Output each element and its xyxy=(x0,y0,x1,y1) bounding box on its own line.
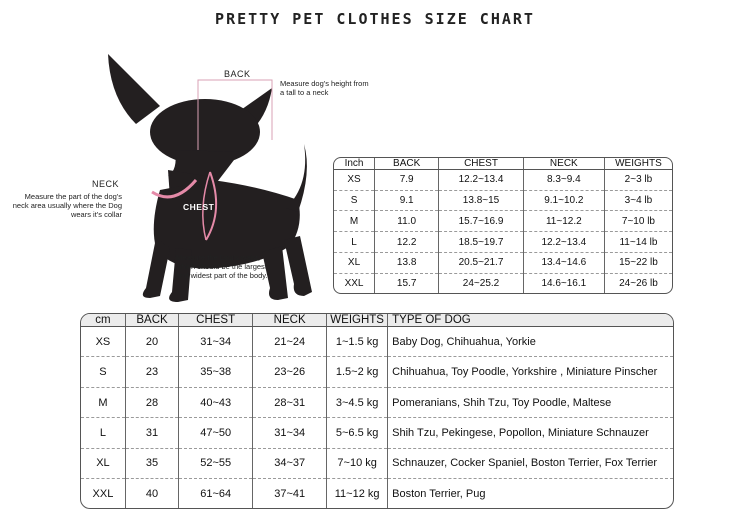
table-row xyxy=(81,387,673,417)
chest-cell: 52~55 xyxy=(179,448,253,478)
neck-cell: 31~34 xyxy=(253,418,327,448)
column-header: WEIGHTS xyxy=(327,314,388,327)
size-cell: M xyxy=(81,387,125,417)
table-row xyxy=(334,273,672,293)
dog-type-cell: Chihuahua, Toy Poodle, Yorkshire , Miniature Pinscher xyxy=(388,357,673,387)
back-cell: 28 xyxy=(125,387,178,417)
weight-cell: 1~1.5 kg xyxy=(327,327,388,357)
column-header: CHEST xyxy=(439,158,524,170)
neck-cell: 11~12.2 xyxy=(523,211,604,232)
table-row xyxy=(334,211,672,232)
table-row xyxy=(81,357,673,387)
size-cell: L xyxy=(334,232,375,253)
size-cell: XL xyxy=(81,448,125,478)
table-row xyxy=(81,479,673,508)
back-cell: 7.9 xyxy=(375,170,439,191)
size-cell: XS xyxy=(81,327,125,357)
back-cell: 9.1 xyxy=(375,190,439,211)
weight-cell: 7~10 lb xyxy=(604,211,672,232)
neck-cell: 23~26 xyxy=(253,357,327,387)
weight-cell: 24~26 lb xyxy=(619,277,658,289)
chest-measure-note: Measure the Dog's waist, which should be the largest and widest part of the body. xyxy=(176,253,268,280)
size-cell: L xyxy=(81,418,125,448)
chest-cell: 31~34 xyxy=(179,327,253,357)
column-header: WEIGHTS xyxy=(604,158,672,170)
column-header: BACK xyxy=(125,314,178,327)
chest-cell: 20.5~21.7 xyxy=(439,252,524,273)
back-cell: 35 xyxy=(125,448,178,478)
dog-type-cell: Baby Dog, Chihuahua, Yorkie xyxy=(388,327,673,357)
back-label: BACK xyxy=(224,69,251,79)
chest-cell: 35~38 xyxy=(179,357,253,387)
inch-size-table xyxy=(333,157,673,294)
back-cell: 13.8 xyxy=(375,252,439,273)
neck-measure-note: Measure the part of the dog's neck area usually where the Dog wears it's collar xyxy=(12,192,122,219)
chest-cell: 18.5~19.7 xyxy=(439,232,524,253)
neck-label: NECK xyxy=(92,179,120,189)
table-row xyxy=(81,418,673,448)
back-cell: 15.7 xyxy=(375,273,439,293)
weight-cell: 1.5~2 kg xyxy=(327,357,388,387)
chest-cell: 13.8~15 xyxy=(439,190,524,211)
table-row xyxy=(334,232,672,253)
chest-cell: 12.2~13.4 xyxy=(439,170,524,191)
neck-cell: 28~31 xyxy=(253,387,327,417)
page-title: PRETTY PET CLOTHES SIZE CHART xyxy=(215,10,535,28)
neck-cell: 21~24 xyxy=(253,327,327,357)
table-row xyxy=(334,190,672,211)
size-cell: M xyxy=(334,211,375,232)
dog-type-cell: Pomeranians, Shih Tzu, Toy Poodle, Maltese xyxy=(388,387,673,417)
neck-cell: 14.6~16.1 xyxy=(523,273,604,293)
neck-cell: 13.4~14.6 xyxy=(523,252,604,273)
weight-cell: 2~3 lb xyxy=(604,170,672,191)
chest-cell: 61~64 xyxy=(179,479,253,508)
size-cell: XS xyxy=(334,170,375,191)
column-header: BACK xyxy=(375,158,439,170)
cm-table-header-row xyxy=(81,314,673,327)
column-header: TYPE OF DOG xyxy=(388,314,673,327)
dog-type-cell: Shih Tzu, Pekingese, Popollon, Miniature Schnauzer xyxy=(388,418,673,448)
weight-cell: 3~4.5 kg xyxy=(327,387,388,417)
dog-type-cell: Schnauzer, Cocker Spaniel, Boston Terrier, Fox Terrier xyxy=(388,448,673,478)
column-header: cm xyxy=(81,314,125,327)
chest-cell: 24~25.2 xyxy=(439,273,524,293)
neck-cell: 9.1~10.2 xyxy=(523,190,604,211)
column-header: CHEST xyxy=(179,314,253,327)
weight-cell: 7~10 kg xyxy=(327,448,388,478)
back-cell: 31 xyxy=(125,418,178,448)
size-cell: XXL xyxy=(81,479,125,508)
weight-cell: 11~14 lb xyxy=(604,232,672,253)
neck-cell: 12.2~13.4 xyxy=(523,232,604,253)
table-row xyxy=(334,170,672,191)
column-header: NECK xyxy=(523,158,604,170)
table-row xyxy=(81,448,673,478)
weight-cell: 15~22 lb xyxy=(604,252,672,273)
neck-cell: 8.3~9.4 xyxy=(523,170,604,191)
back-cell: 12.2 xyxy=(375,232,439,253)
cm-size-table xyxy=(80,313,674,509)
back-cell: 11.0 xyxy=(375,211,439,232)
chest-label: CHEST xyxy=(183,202,215,212)
dog-type-cell: Boston Terrier, Pug xyxy=(392,487,486,500)
chest-cell: 47~50 xyxy=(179,418,253,448)
size-cell: S xyxy=(334,190,375,211)
size-cell: XXL xyxy=(334,273,375,293)
back-cell: 23 xyxy=(125,357,178,387)
table-row xyxy=(334,252,672,273)
chest-cell: 40~43 xyxy=(179,387,253,417)
back-cell: 20 xyxy=(125,327,178,357)
column-header: NECK xyxy=(253,314,327,327)
column-header: Inch xyxy=(334,158,375,170)
size-cell: S xyxy=(81,357,125,387)
table-row xyxy=(81,327,673,357)
weight-cell: 3~4 lb xyxy=(604,190,672,211)
inch-table-header-row xyxy=(334,158,672,170)
back-measure-note: Measure dog's height from a tall to a neck xyxy=(280,79,369,97)
size-cell: XL xyxy=(334,252,375,273)
weight-cell: 11~12 kg xyxy=(327,479,388,508)
chest-cell: 15.7~16.9 xyxy=(439,211,524,232)
back-cell: 40 xyxy=(125,479,178,508)
neck-cell: 34~37 xyxy=(253,448,327,478)
neck-cell: 37~41 xyxy=(253,479,327,508)
weight-cell: 5~6.5 kg xyxy=(327,418,388,448)
